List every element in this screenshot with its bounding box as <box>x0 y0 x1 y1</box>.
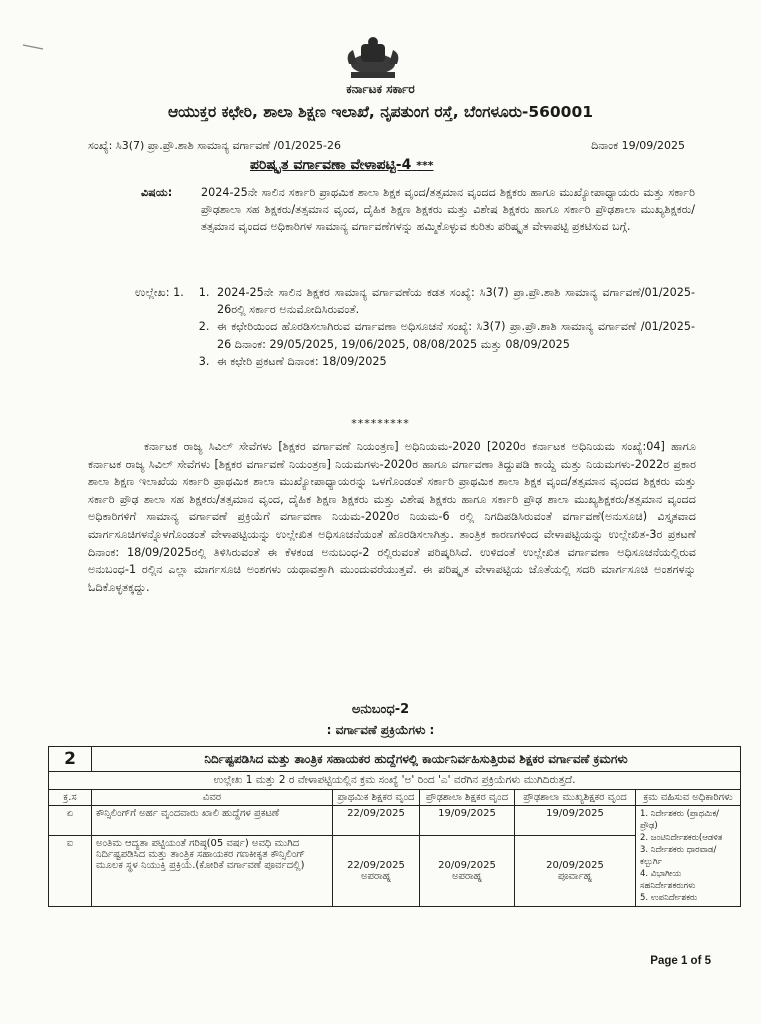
authority-item: 2. ಜಂಟಿನಿರ್ದೇಶಕರು(ಆಡಳಿತ <box>640 833 723 843</box>
date-value: 20/09/2025 <box>546 859 604 871</box>
row-high-date <box>420 806 515 836</box>
table-section-row <box>49 747 741 772</box>
date-value: 19/09/2025 <box>438 808 496 819</box>
reference-item: 2. ಈ ಕಛೇರಿಯಿಂದ ಹೊರಡಿಸಲಾಗಿರುವ ವರ್ಗಾವಣಾ ಅಧಿಸೂಚನೆ ಸಂಖ್ಯೆ: ಸಿ3(7) ಪ್ರಾ.ಪ್ರೌ.ಶಾಶಿ ಸಾಮಾನ್ಯ ವರ್ಗಾವಣೆ /01/2025-26 ದಿನಾಂಕ: 29/05/2025, 19/06/2025, 08/08/2025 ಮತ್ತು 08/09/2025 <box>213 318 695 352</box>
time-value: ಅಪರಾಹ್ನ <box>360 870 392 882</box>
authority-item: 3. ನಿರ್ದೇಶಕರು ಧಾರವಾಡ/ಕಲ್ಬುರ್ಗಿ <box>640 845 717 867</box>
date-value: 22/09/2025 <box>347 808 405 819</box>
column-header: ಪ್ರೌಢಶಾಲಾ ಶಿಕ್ಷಕರ ವೃಂದ <box>420 790 515 806</box>
scan-mark <box>22 44 44 50</box>
state-emblem-icon <box>343 34 403 80</box>
issue-date: ದಿನಾಂಕ 19/09/2025 <box>591 139 685 152</box>
column-header: ಕ್ರಮ ವಹಿಸುವ ಅಧಿಕಾರಿಗಳು <box>636 790 741 806</box>
page-number: Page 1 of 5 <box>650 955 711 967</box>
row-high-date <box>420 835 515 906</box>
date-value: 19/09/2025 <box>546 808 604 819</box>
schedule-table <box>48 746 741 907</box>
row-primary-date <box>333 806 420 836</box>
time-value: ಪೂರ್ವಾಹ್ನ <box>557 870 593 882</box>
subject-block <box>143 184 695 236</box>
date-value: 22/09/2025 <box>347 859 405 871</box>
references-block <box>135 284 695 370</box>
government-name: ಕರ್ನಾಟಕ ಸರ್ಕಾರ <box>346 82 415 96</box>
separator: ********* <box>351 417 410 430</box>
column-header: ಪ್ರೌಢಶಾಲಾ ಮುಖ್ಯಶಿಕ್ಷಕರ ವೃಂದ <box>515 790 636 806</box>
authorities-cell <box>636 806 741 907</box>
table-note-row <box>49 772 741 790</box>
annex-subtitle: : ವರ್ಗಾವಣೆ ಪ್ರಕ್ರಿಯೆಗಳು : <box>326 723 435 737</box>
subject-label: ವಿಷಯ: <box>141 186 173 199</box>
section-number: 2 <box>49 747 92 772</box>
row-primary-date <box>333 835 420 906</box>
authority-item: 4. ವಿಭಾಗೀಯ ಸಹನಿರ್ದೇಶಕರುಗಳು <box>640 869 696 891</box>
row-serial: ಏ <box>49 806 92 836</box>
reference-number: ಸಂಖ್ಯೆ: ಸಿ3(7) ಪ್ರಾ.ಪ್ರೌ.ಶಾಶಿ ಸಾಮಾನ್ಯ ವರ್ಗಾವಣೆ /01/2025-26 <box>88 139 342 152</box>
row-hm-date <box>515 806 636 836</box>
reference-item: 3. ಈ ಕಛೇರಿ ಪ್ರಕಟಣೆ ದಿನಾಂಕ: 18/09/2025 <box>213 353 695 370</box>
column-header: ಕ್ರ.ಸ <box>49 790 92 806</box>
table-header-row <box>49 790 741 806</box>
row-serial: ಐ <box>49 835 92 906</box>
subject-text: 2024-25ನೇ ಸಾಲಿನ ಸರ್ಕಾರಿ ಪ್ರಾಥಮಿಕ ಶಾಲಾ ಶಿಕ್ಷಕ ವೃಂದ/ತತ್ಸಮಾನ ವೃಂದದ ಶಿಕ್ಷಕರು ಹಾಗೂ ಮುಖ್ಯೋಪಾಧ್ಯಾಯರು ಮತ್ತು ಸರ್ಕಾರಿ ಪ್ರೌಢಶಾಲಾ ಸಹ ಶಿಕ್ಷಕರು/ತತ್ಸಮಾನ ವೃಂದ, ದೈಹಿಕ ಶಿಕ್ಷಣ ಶಿಕ್ಷಕರು ಮತ್ತು ವಿಶೇಷ ಶಿಕ್ಷಕರು ಹಾಗೂ ಸರ್ಕಾರಿ ಪ್ರೌಢಶಾಲಾ ಮುಖ್ಯಶಿಕ್ಷಕರು/ತತ್ಸಮಾನ ವೃಂದದ ಅಧಿಕಾರಿಗಳ ಸಾಮಾನ್ಯ ವರ್ಗಾವಣೆಗಳನ್ನು ಹಮ್ಮಿಕೊಳ್ಳುವ ಕುರಿತು ಪರಿಷ್ಕೃತ ವೇಳಾಪಟ್ಟಿ ಪ್ರಕಟಿಸುವ ಬಗ್ಗೆ. <box>201 186 695 234</box>
section-title: ನಿರ್ದಿಷ್ಟಪಡಿಸಿದ ಮತ್ತು ತಾಂತ್ರಿಕ ಸಹಾಯಕರ ಹುದ್ದೆಗಳಲ್ಲಿ ಕಾರ್ಯನಿರ್ವಹಿಸುತ್ತಿರುವ ಶಿಕ್ಷಕರ ವರ್ಗಾವಣೆ ಕ್ರಮಗಳು <box>92 747 741 772</box>
time-value: ಅಪರಾಹ್ನ <box>451 870 483 882</box>
table-row <box>49 806 741 836</box>
title-stars: *** <box>416 159 434 172</box>
office-address: ಆಯುಕ್ತರ ಕಛೇರಿ, ಶಾಲಾ ಶಿಕ್ಷಣ ಇಲಾಖೆ, ನೃಪತುಂಗ ರಸ್ತೆ, ಬೆಂಗಳೂರು-560001 <box>167 103 594 121</box>
reference-item: 1. 2024-25ನೇ ಸಾಲಿನ ಶಿಕ್ಷಕರ ಸಾಮಾನ್ಯ ವರ್ಗಾವಣೆಯ ಕಡತ ಸಂಖ್ಯೆ: ಸಿ3(7) ಪ್ರಾ.ಪ್ರೌ.ಶಾಶಿ ಸಾಮಾನ್ಯ ವರ್ಗಾವಣೆ/01/2025-26ರಲ್ಲಿ ಸರ್ಕಾರ ಅನುಮೋದಿಸಿರುವಂತೆ. <box>213 284 695 318</box>
column-header: ಪ್ರಾಥಮಿಕ ಶಿಕ್ಷಕರ ವೃಂದ <box>333 790 420 806</box>
row-hm-date <box>515 835 636 906</box>
body-paragraph: ಕರ್ನಾಟಕ ರಾಜ್ಯ ಸಿವಿಲ್ ಸೇವೆಗಳು [ಶಿಕ್ಷಕರ ವರ್ಗಾವಣೆ ನಿಯಂತ್ರಣ] ಅಧಿನಿಯಮ-2020 [2020ರ ಕರ್ನಾಟಕ ಅಧಿನಿಯಮ ಸಂಖ್ಯೆ:04] ಹಾಗೂ ಕರ್ನಾಟಕ ರಾಜ್ಯ ಸಿವಿಲ್ ಸೇವೆಗಳು [ಶಿಕ್ಷಕರ ವರ್ಗಾವಣೆ ನಿಯಂತ್ರಣ] ನಿಯಮಗಳು-2020ರ ಹಾಗೂ ವರ್ಗಾವಣಾ ತಿದ್ದುಪಡಿ ಕಾಯ್ದೆ ಮತ್ತು ನಿಯಮಗಳು-2022ರ ಪ್ರಕಾರ ಶಾಲಾ ಶಿಕ್ಷಣ ಇಲಾಖೆಯ ಸರ್ಕಾರಿ ಪ್ರಾಥಮಿಕ ಶಾಲಾ ಮುಖ್ಯೋಪಾಧ್ಯಾಯರನ್ನು ಒಳಗೊಂಡಂತೆ ಸರ್ಕಾರಿ ಪ್ರಾಥಮಿಕ ಶಾಲಾ ಶಿಕ್ಷಕ ವೃಂದ/ತತ್ಸಮಾನ ವೃಂದದ ಶಿಕ್ಷಕರು ಮತ್ತು ಸರ್ಕಾರಿ ಪ್ರೌಢ ಶಾಲಾ ಸಹ ಶಿಕ್ಷಕರು/ತತ್ಸಮಾನ ವೃಂದ, ದೈಹಿಕ ಶಿಕ್ಷಣ ಶಿಕ್ಷಕರು ಮತ್ತು ವಿಶೇಷ ಶಿಕ್ಷಕರು ಹಾಗೂ ಸರ್ಕಾರಿ ಪ್ರೌಢ ಶಾಲಾ ಮುಖ್ಯಶಿಕ್ಷಕರು/ತತ್ಸಮಾನ ವೃಂದದ ಅಧಿಕಾರಿಗಳಿಗೆ ಸಾಮಾನ್ಯ ವರ್ಗಾವಣೆ ಪ್ರಕ್ರಿಯೆಗೆ ವರ್ಗಾವಣಾ ನಿಯಮ-2020ರ ನಿಯಮ-6 ರಲ್ಲಿ ನಿಗದಿಪಡಿಸಿರುವಂತೆ ವರ್ಗಾವಣೆ(ಅನುಸೂಚಿ) ವಿಸ್ತೃತವಾದ ಮಾರ್ಗಸೂಚಿಗಳನ್ನೊಳಗೊಂಡಂತೆ ವೇಳಾಪಟ್ಟಿಯನ್ನು ಉಲ್ಲೇಖಿತ ಅಧಿಸೂಚನೆಯಂತೆ ಹೊರಡಿಸಲಾಗಿತ್ತು. ತಾಂತ್ರಿಕ ಕಾರಣಗಳಿಂದ ವೇಳಾಪಟ್ಟಿಯನ್ನು ಉಲ್ಲೇಖಿತ-3ರ ಪ್ರಕಟಣೆ ದಿನಾಂಕ: 18/09/2025ರಲ್ಲಿ ತಿಳಿಸಿರುವಂತೆ ಈ ಕೆಳಕಂಡ ಅನುಬಂಧ-2 ರಲ್ಲಿರುವಂತೆ ಪರಿಷ್ಕರಿಸಿದೆ. ಉಳಿದಂತೆ ಉಲ್ಲೇಖಿತ ವರ್ಗಾವಣಾ ಅಧಿಸೂಚನೆಯಲ್ಲಿರುವ ಅನುಬಂಧ-1 ರಲ್ಲಿನ ಎಲ್ಲಾ ಮಾರ್ಗಸೂಚಿ ಅಂಶಗಳು ಯಥಾವತ್ತಾಗಿ ಮುಂದುವರೆಯುತ್ತವೆ. ಈ ಪರಿಷ್ಕೃತ ವೇಳಾಪಟ್ಟಿಯ ಜೊತೆಯಲ್ಲಿ ಸದರಿ ಮಾರ್ಗಸೂಚಿ ಅಂಶಗಳನ್ನು ಓದಿಕೊಳ್ಳತಕ್ಕದ್ದು. <box>88 440 696 594</box>
authority-item: 1. ನಿರ್ದೇಶಕರು (ಪ್ರಾಥಮಿಕ/ಪ್ರೌಢ) <box>640 809 720 831</box>
title-text: ಪರಿಷ್ಕೃತ ವರ್ಗಾವಣಾ ವೇಳಾಪಟ್ಟಿ-4 <box>250 157 412 173</box>
annex-title: ಅನುಬಂಧ-2 <box>351 702 410 717</box>
document-title <box>250 157 433 173</box>
row-detail: ಅಂತಿಮ ಆದ್ಯತಾ ಪಟ್ಟಿಯಂತೆ ಗರಿಷ್ಠ(05 ವರ್ಷ) ಅವಧಿ ಮುಗಿದ ನಿರ್ದಿಷ್ಟಪಡಿಸಿದ ಮತ್ತು ತಾಂತ್ರಿಕ ಸಹಾಯಕರ ಗಣಕೀಕೃತ ಕೌನ್ಸಿಲಿಂಗ್ ಮೂಲಕ ಸ್ಥಳ ನಿಯುಕ್ತಿ ಪ್ರಕ್ರಿಯೆ.(ಕೋರಿಕೆ ವರ್ಗಾವಣೆ ಪೂರ್ವದಲ್ಲಿ) <box>92 835 333 906</box>
authority-item: 5. ಉಪನಿರ್ದೇಶಕರು <box>640 893 698 903</box>
table-note: ಉಲ್ಲೇಖ 1 ಮತ್ತು 2 ರ ವೇಳಾಪಟ್ಟಿಯಲ್ಲಿನ ಕ್ರಮ ಸಂಖ್ಯೆ 'ಅ' ರಿಂದ 'ಎ' ವರೆಗಿನ ಪ್ರಕ್ರಿಯೆಗಳು ಮುಗಿದಿರುತ್ತದೆ. <box>49 772 741 790</box>
column-header: ವಿವರ <box>92 790 333 806</box>
date-value: 20/09/2025 <box>438 859 496 871</box>
references-label: ಉಲ್ಲೇಖ: 1. <box>135 286 184 299</box>
row-detail: ಕೌನ್ಸಿಲಿಂಗ್‌ಗೆ ಅರ್ಹ ವೃಂದವಾರು ಖಾಲಿ ಹುದ್ದೆಗಳ ಪ್ರಕಟಣೆ <box>92 806 333 836</box>
